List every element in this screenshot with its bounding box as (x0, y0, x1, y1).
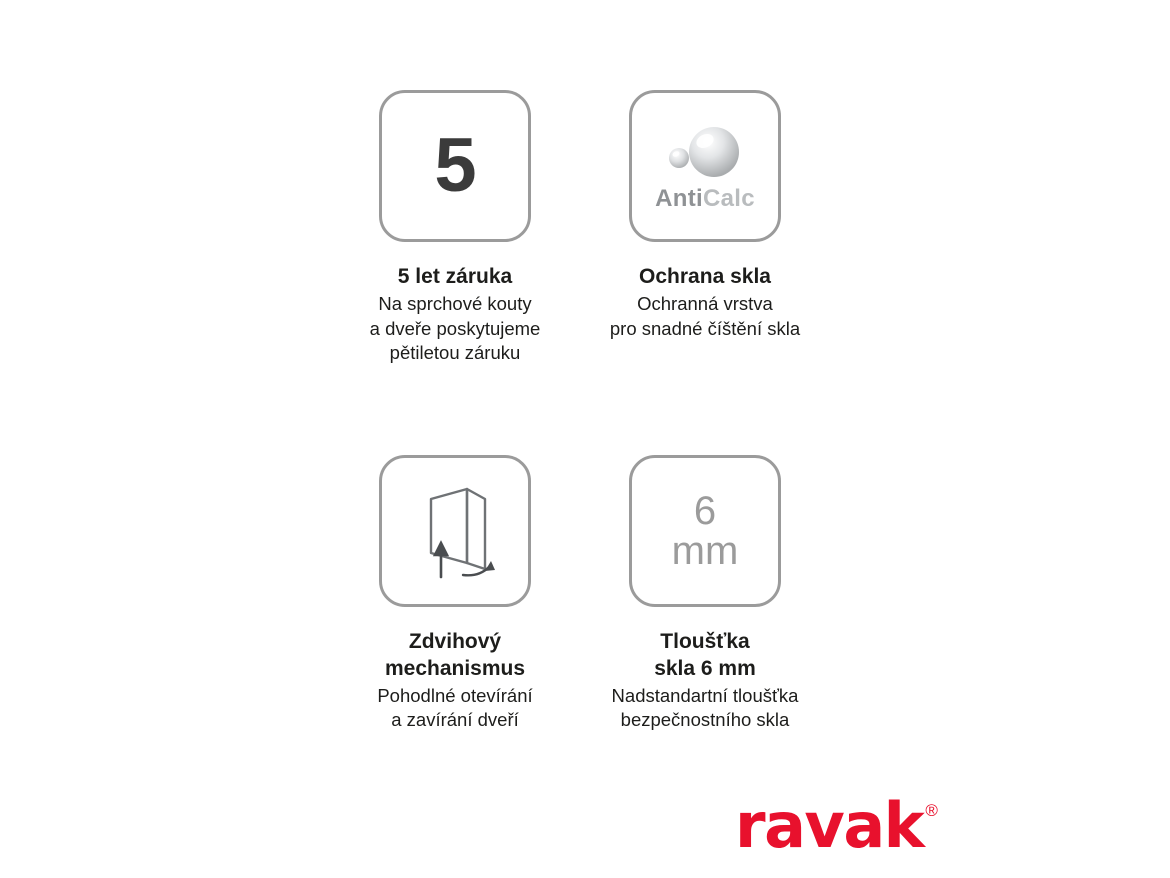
feature-grid (330, 90, 840, 733)
glass-thickness-desc-line-2: bezpečnostního skla (620, 709, 790, 731)
glass-thickness-badge (629, 455, 781, 607)
anticalc-label-anti: Anti (655, 185, 703, 212)
glass-thickness-desc-line-1: Nadstandartní tloušťka (611, 684, 799, 706)
warranty-desc-line-1: Na sprchové kouty (378, 293, 532, 315)
anticalc-content (632, 93, 778, 239)
feature-warranty (330, 90, 580, 365)
anticalc-badge (629, 90, 781, 242)
anticalc-label (655, 185, 755, 213)
feature-glass-thickness (580, 455, 830, 732)
anticalc-label-calc: Calc (702, 185, 755, 212)
warranty-desc-line-2: a dveře poskytujeme (369, 317, 541, 339)
registered-trademark-symbol: ® (925, 801, 938, 820)
lift-mechanism-title-line-1: Zdvihový (408, 630, 502, 654)
water-droplet-icon (657, 125, 753, 183)
ravak-logo-text: ravak (735, 789, 924, 862)
warranty-desc-line-3: pětiletou záruku (389, 342, 521, 364)
lift-mechanism-badge (379, 455, 531, 607)
lift-mechanism-title-line-2: mechanismus (384, 656, 526, 680)
lift-mechanism-desc (377, 684, 532, 733)
lift-mechanism-title (385, 629, 525, 682)
glass-thickness-number: 6 (693, 488, 717, 533)
warranty-desc (370, 292, 541, 365)
glass-protection-desc (610, 292, 800, 341)
feature-lift-mechanism (330, 455, 580, 732)
feature-glass-protection (580, 90, 830, 365)
ravak-logo (735, 789, 938, 862)
glass-thickness-unit: mm (671, 529, 739, 574)
feature-row-1 (330, 90, 840, 365)
glass-thickness-title-line-2: skla 6 mm (654, 656, 756, 680)
warranty-badge (379, 90, 531, 242)
warranty-number: 5 (434, 123, 476, 208)
feature-row-2 (330, 455, 840, 732)
glass-protection-desc-line-2: pro snadné číštění skla (609, 317, 801, 339)
lift-mechanism-desc-line-1: Pohodlné otevírání (377, 684, 533, 706)
glass-protection-title: Ochrana skla (639, 265, 771, 288)
glass-thickness-title-line-1: Tloušťka (660, 630, 750, 654)
glass-thickness-desc (612, 684, 799, 733)
door-lift-icon (401, 477, 509, 585)
lift-mechanism-desc-line-2: a zavírání dveří (391, 709, 519, 731)
glass-thickness-title (654, 629, 756, 682)
glass-thickness-value (671, 488, 739, 574)
warranty-title: 5 let záruka (397, 265, 513, 288)
glass-protection-desc-line-1: Ochranná vrstva (637, 293, 773, 315)
